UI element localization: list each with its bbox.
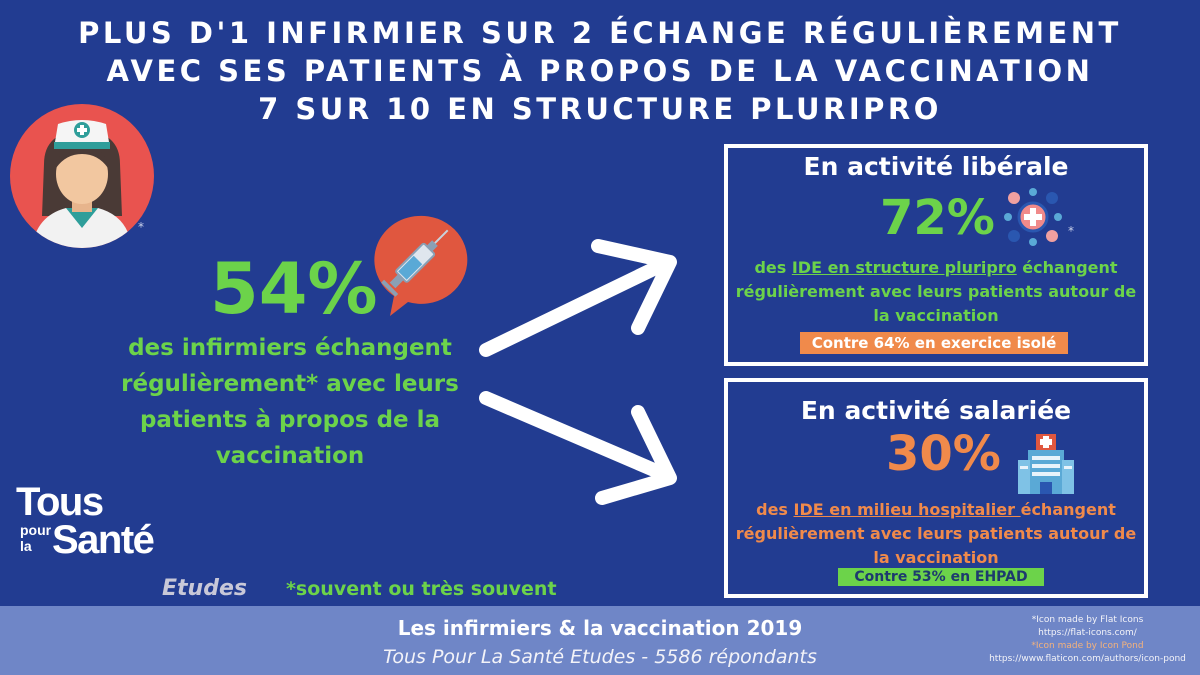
liberal-asterisk: *	[1068, 224, 1074, 238]
credit-flat-icons: *Icon made by Flat Icons	[1031, 615, 1144, 625]
footer-title: Les infirmiers & la vaccination 2019	[397, 616, 803, 640]
liberal-title: En activité libérale	[803, 152, 1069, 181]
credit-flat-icons-url[interactable]: https://flat-icons.com/	[1038, 628, 1137, 638]
icon-credits	[980, 614, 1195, 666]
salariee-text-link: IDE en milieu hospitalier	[793, 500, 1021, 519]
syringe-bubble-icon	[368, 212, 468, 317]
salariee-description	[728, 498, 1144, 570]
page-title	[0, 14, 1200, 128]
liberal-text-prefix: des	[754, 258, 792, 277]
liberal-percent: 72%	[880, 190, 995, 246]
tous-pour-la-sante-logo	[16, 482, 216, 572]
title-line-1: PLUS D'1 INFIRMIER SUR 2 ÉCHANGE RÉGULIÈREMENT	[78, 16, 1122, 50]
liberal-description	[728, 256, 1144, 328]
salariee-badge: Contre 53% en EHPAD	[838, 568, 1044, 586]
title-line-2: AVEC SES PATIENTS À PROPOS DE LA VACCINATION	[106, 54, 1094, 88]
team-medical-icon	[1004, 188, 1062, 246]
liberal-box	[724, 144, 1148, 366]
footnote-souvent: *souvent ou très souvent	[286, 578, 557, 600]
title-line-3: 7 SUR 10 EN STRUCTURE PLURIPRO	[258, 92, 942, 126]
credit-icon-pond-url[interactable]: https://www.flaticon.com/authors/icon-pond	[989, 654, 1186, 664]
salariee-text-suffix: échangent régulièrement avec leurs patients autour de la vaccination	[735, 500, 1137, 567]
arrow-down-right-icon	[478, 386, 688, 516]
logo-tous: Tous	[16, 480, 103, 524]
arrow-up-right-icon	[478, 232, 688, 362]
salariee-percent: 30%	[886, 426, 1001, 482]
logo-etudes: Etudes	[162, 576, 247, 601]
liberal-badge: Contre 64% en exercice isolé	[800, 332, 1068, 354]
hospital-icon	[1016, 432, 1076, 496]
liberal-text-link: IDE en structure pluripro	[791, 258, 1017, 277]
footer-subtitle: Tous Pour La Santé Etudes - 5586 répondants	[383, 646, 817, 668]
nurse-icon	[10, 104, 154, 248]
logo-la: la	[20, 538, 32, 554]
logo-sante: Santé	[52, 518, 154, 562]
salariee-box	[724, 378, 1148, 598]
logo-pour: pour	[20, 522, 52, 538]
avatar-asterisk: *	[138, 220, 144, 234]
liberal-text-suffix: échangent régulièrement avec leurs patients autour de la vaccination	[735, 258, 1137, 325]
salariee-title: En activité salariée	[800, 396, 1072, 425]
main-description: des infirmiers échangent régulièrement* avec leurs patients à propos de la vaccination	[121, 335, 459, 469]
credit-icon-pond: *Icon made by Icon Pond	[1031, 641, 1144, 651]
salariee-text-prefix: des	[756, 500, 794, 519]
main-percent: 54%	[210, 248, 378, 330]
